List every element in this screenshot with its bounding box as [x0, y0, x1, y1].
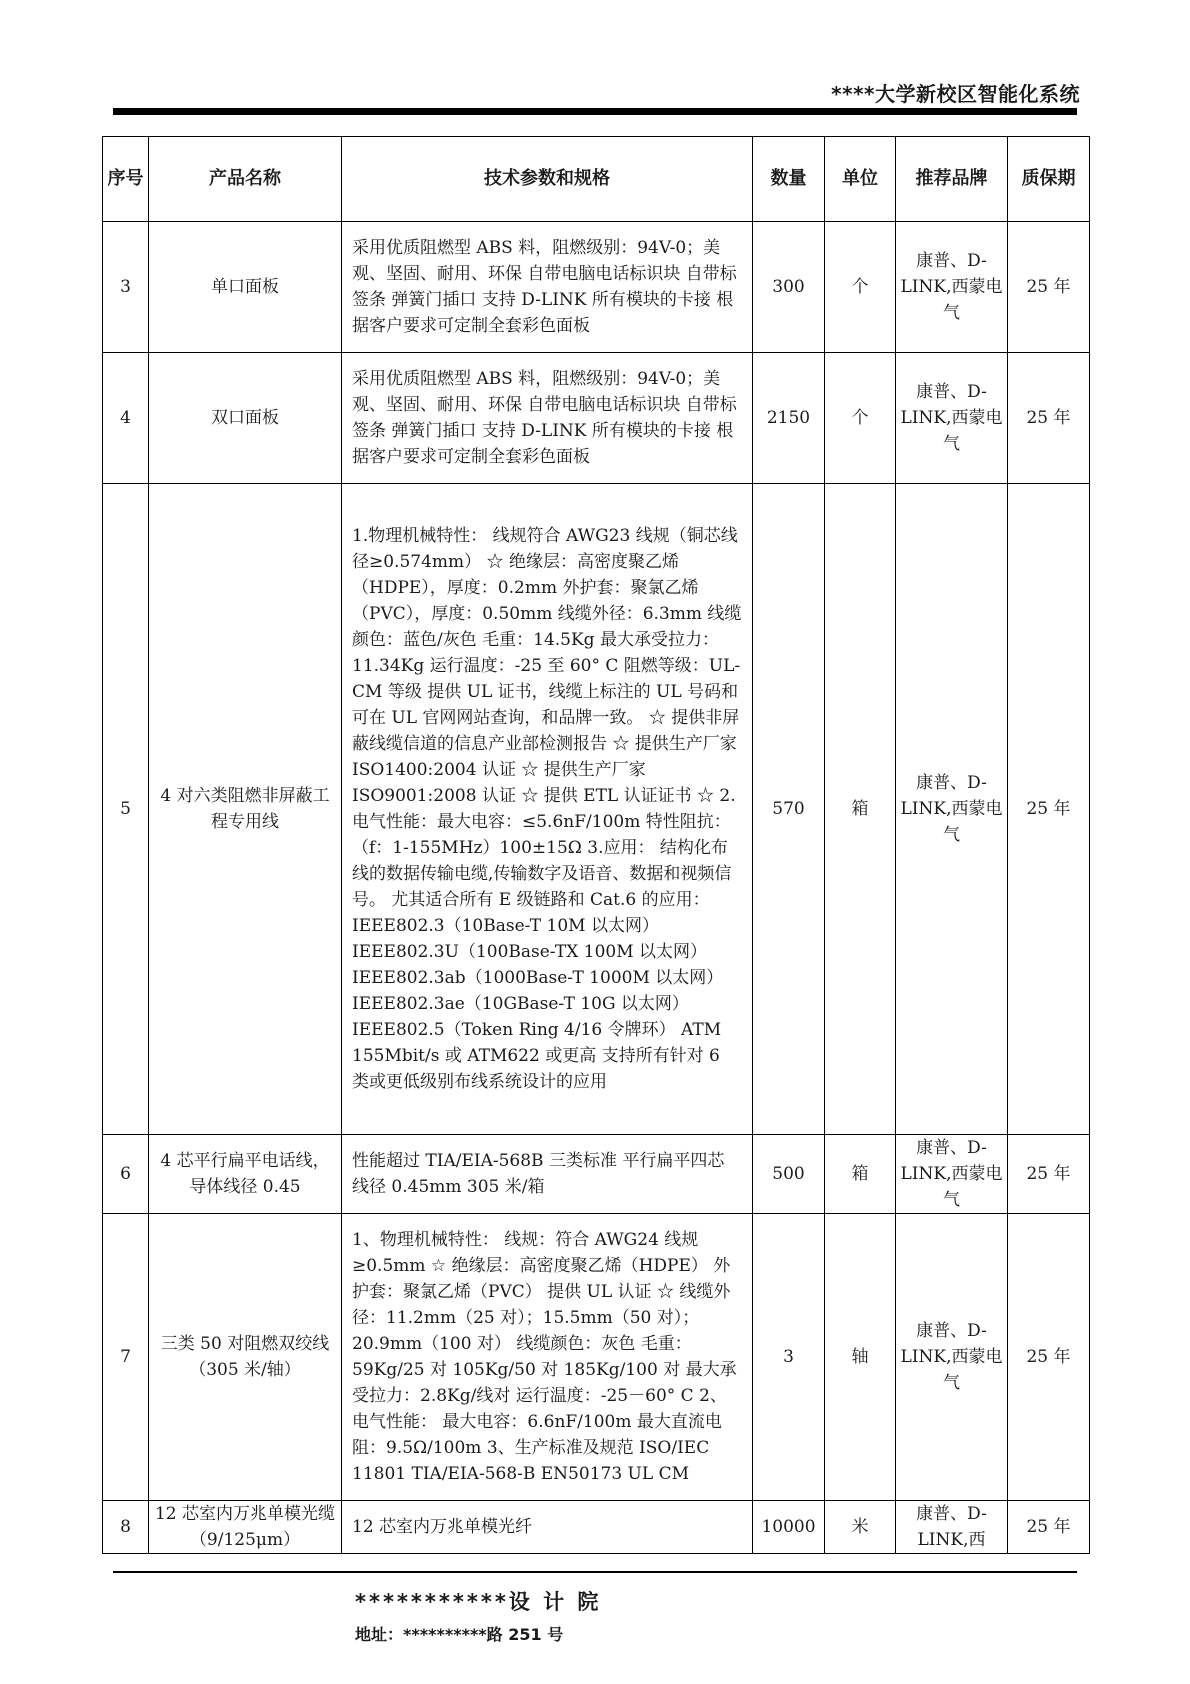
footer-rule [113, 1571, 1077, 1573]
cell-brand: 康普、D-LINK,西 [896, 1501, 1008, 1554]
equipment-spec-table [102, 136, 1090, 1554]
cell-no: 5 [103, 484, 149, 1135]
cell-name: 双口面板 [149, 353, 342, 484]
cell-warranty: 25 年 [1008, 484, 1090, 1135]
cell-no: 7 [103, 1214, 149, 1501]
header-rule [113, 108, 1077, 115]
cell-name: 三类 50 对阻燃双绞线（305 米/轴） [149, 1214, 342, 1501]
cell-qty: 10000 [753, 1501, 825, 1554]
cell-name: 4 芯平行扁平电话线，导体线径 0.45 [149, 1135, 342, 1214]
col-header-unit: 单位 [825, 137, 896, 222]
table-row [103, 222, 1090, 353]
cell-no: 4 [103, 353, 149, 484]
cell-qty: 500 [753, 1135, 825, 1214]
footer-organization: ***********设 计 院 [355, 1590, 602, 1614]
cell-brand: 康普、D-LINK,西蒙电气 [896, 484, 1008, 1135]
cell-brand: 康普、D-LINK,西蒙电气 [896, 1214, 1008, 1501]
cell-unit: 轴 [825, 1214, 896, 1501]
cell-qty: 2150 [753, 353, 825, 484]
cell-spec: 12 芯室内万兆单模光纤 [342, 1501, 753, 1554]
cell-no: 8 [103, 1501, 149, 1554]
cell-brand: 康普、D-LINK,西蒙电气 [896, 1135, 1008, 1214]
cell-qty: 3 [753, 1214, 825, 1501]
col-header-brand: 推荐品牌 [896, 137, 1008, 222]
footer-address: 地址：**********路 251 号 [355, 1625, 564, 1644]
cell-spec: 采用优质阻燃型 ABS 料，阻燃级别：94V-0；美观、坚固、耐用、环保 自带电脑电话标识块 自带标签条 弹簧门插口 支持 D-LINK 所有模块的卡接 根据客户要求可定制全套彩色面板 [342, 353, 753, 484]
table-row [103, 1135, 1090, 1214]
col-header-qty: 数量 [753, 137, 825, 222]
cell-unit: 米 [825, 1501, 896, 1554]
document-header-title: ****大学新校区智能化系统 [831, 82, 1080, 106]
col-header-no: 序号 [103, 137, 149, 222]
table-row [103, 1214, 1090, 1501]
cell-warranty: 25 年 [1008, 1501, 1090, 1554]
cell-unit: 个 [825, 353, 896, 484]
cell-no: 3 [103, 222, 149, 353]
col-header-name: 产品名称 [149, 137, 342, 222]
cell-spec: 1、物理机械特性： 线规：符合 AWG24 线规 ≥0.5mm ☆ 绝缘层：高密度聚乙烯（HDPE） 外护套：聚氯乙烯（PVC） 提供 UL 认证 ☆ 线缆外径：11.2mm（25 对）；15.5mm（50 对）；20.9mm（100 对） 线缆颜色：灰色 毛重：59Kg/25 对 105Kg/50 对 185Kg/100 对 最大承受拉力：2.8Kg/线对 运行温度：-25－60° C 2、电气性能： 最大电容：6.6nF/100m 最大直流电阻：9.5Ω/100m 3、生产标准及规范 ISO/IEC 11801 TIA/EIA-568-B EN50173 UL CM [342, 1214, 753, 1501]
cell-warranty: 25 年 [1008, 222, 1090, 353]
cell-spec: 性能超过 TIA/EIA-568B 三类标准 平行扁平四芯 线径 0.45mm 305 米/箱 [342, 1135, 753, 1214]
col-header-warranty: 质保期 [1008, 137, 1090, 222]
cell-name: 单口面板 [149, 222, 342, 353]
cell-brand: 康普、D-LINK,西蒙电气 [896, 353, 1008, 484]
cell-spec: 1.物理机械特性： 线规符合 AWG23 线规（铜芯线径≥0.574mm） ☆ 绝缘层：高密度聚乙烯（HDPE），厚度：0.2mm 外护套：聚氯乙烯（PVC），厚度：0.50mm 线缆外径：6.3mm 线缆颜色：蓝色/灰色 毛重：14.5Kg 最大承受拉力：11.34Kg 运行温度：-25 至 60° C 阻燃等级：UL-CM 等级 提供 UL 证书，线缆上标注的 UL 号码和可在 UL 官网网站查询，和品牌一致。 ☆ 提供非屏蔽线缆信道的信息产业部检测报告 ☆ 提供生产厂家 ISO1400:2004 认证 ☆ 提供生产厂家 ISO9001:2008 认证 ☆ 提供 ETL 认证证书 ☆ 2.电气性能：最大电容：≤5.6nF/100m 特性阻抗：（f：1-155MHz）100±15Ω 3.应用： 结构化布线的数据传输电缆,传输数字及语音、数据和视频信号。 尤其适合所有 E 级链路和 Cat.6 的应用： IEEE802.3（10Base-T 10M 以太网） IEEE802.3U（100Base-TX 100M 以太网） IEEE802.3ab（1000Base-T 1000M 以太网） IEEE802.3ae（10GBase-T 10G 以太网） IEEE802.5（Token Ring 4/16 令牌环） ATM 155Mbit/s 或 ATM622 或更高 支持所有针对 6 类或更低级别布线系统设计的应用 [342, 484, 753, 1135]
cell-warranty: 25 年 [1008, 1135, 1090, 1214]
cell-warranty: 25 年 [1008, 353, 1090, 484]
table-row [103, 353, 1090, 484]
cell-warranty: 25 年 [1008, 1214, 1090, 1501]
col-header-spec: 技术参数和规格 [342, 137, 753, 222]
cell-name: 12 芯室内万兆单模光缆（9/125μm） [149, 1501, 342, 1554]
cell-unit: 个 [825, 222, 896, 353]
table-row [103, 484, 1090, 1135]
cell-no: 6 [103, 1135, 149, 1214]
cell-spec: 采用优质阻燃型 ABS 料，阻燃级别：94V-0；美观、坚固、耐用、环保 自带电脑电话标识块 自带标签条 弹簧门插口 支持 D-LINK 所有模块的卡接 根据客户要求可定制全套彩色面板 [342, 222, 753, 353]
cell-brand: 康普、D-LINK,西蒙电气 [896, 222, 1008, 353]
table-row [103, 1501, 1090, 1554]
table-header-row [103, 137, 1090, 222]
cell-qty: 300 [753, 222, 825, 353]
cell-qty: 570 [753, 484, 825, 1135]
cell-name: 4 对六类阻燃非屏蔽工程专用线 [149, 484, 342, 1135]
cell-unit: 箱 [825, 1135, 896, 1214]
cell-unit: 箱 [825, 484, 896, 1135]
